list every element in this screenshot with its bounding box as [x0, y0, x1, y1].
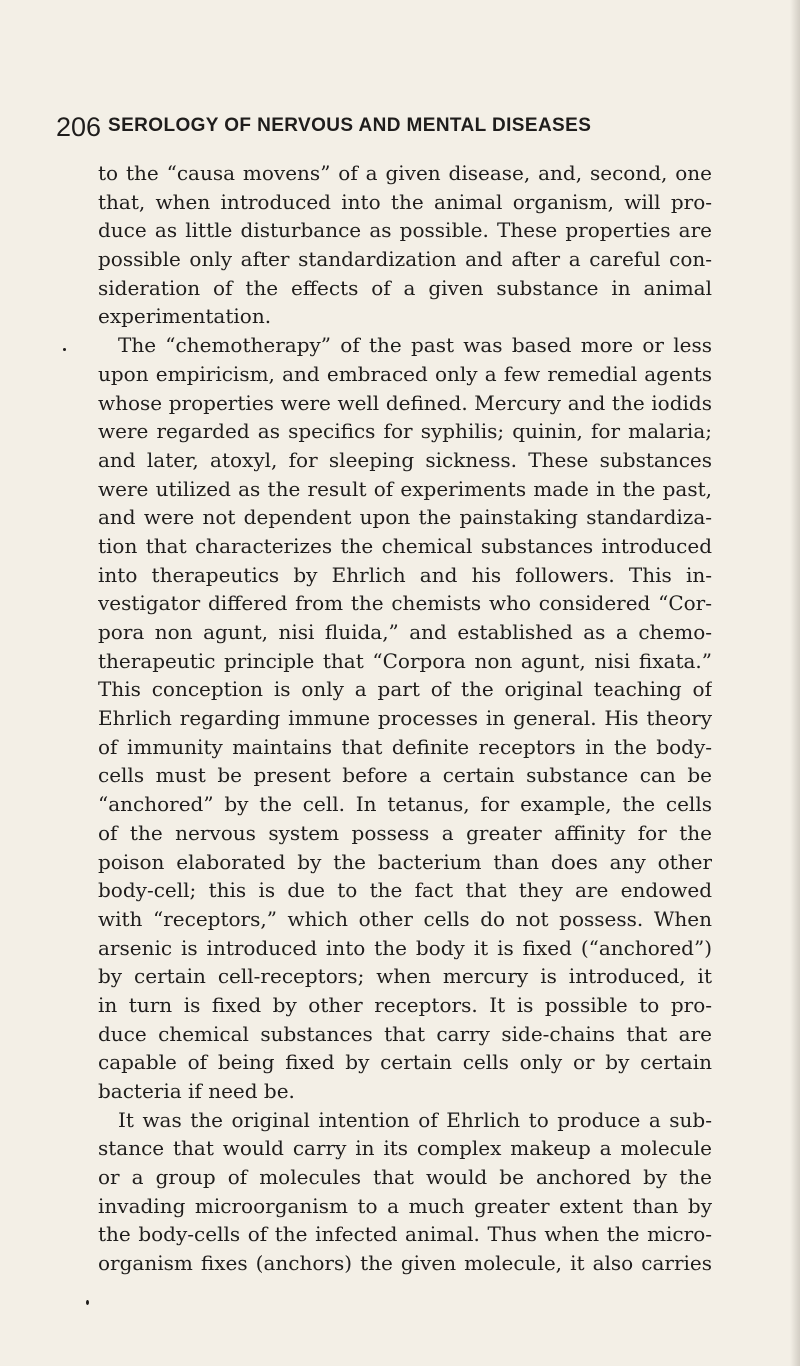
text-line: therapeutic principle that “Corpora non agunt, nisi fixata.” [98, 648, 712, 673]
text-line: sideration of the effects of a given substance in animal [98, 275, 712, 300]
text-line: Ehrlich regarding immune processes in general. His theory [98, 706, 712, 731]
text-line: tion that characterizes the chemical substances introduced [98, 533, 712, 558]
ink-speck [63, 348, 66, 351]
text-line: to the “causa movens” of a given disease, and, second, one [98, 161, 712, 185]
text-line: were utilized as the result of experiments made in the past, [98, 476, 712, 501]
page-header [56, 112, 756, 148]
text-line: in turn is fixed by other receptors. It is possible to pro- [98, 992, 712, 1017]
text-line: were regarded as specifics for syphilis; quinin, for malaria; [98, 419, 712, 444]
text-line: into therapeutics by Ehrlich and his followers. This in- [98, 562, 712, 587]
ink-speck [86, 1300, 89, 1305]
text-line: bacteria if need be. [98, 1079, 295, 1103]
text-line: This conception is only a part of the original teaching of [98, 677, 712, 702]
text-line: cells must be present before a certain substance can be [98, 763, 712, 788]
text-line: organism fixes (anchors) the given molecule, it also carries [98, 1251, 712, 1276]
text-line: upon empiricism, and embraced only a few remedial agents [98, 361, 712, 386]
text-line: by certain cell-receptors; when mercury is introduced, it [98, 964, 712, 989]
text-line: duce chemical substances that carry side-chains that are [98, 1021, 712, 1046]
text-line: of immunity maintains that definite receptors in the body- [98, 734, 712, 759]
text-line: that, when introduced into the animal organism, will pro- [98, 189, 712, 214]
text-line: or a group of molecules that would be anchored by the [98, 1165, 712, 1190]
text-line: poison elaborated by the bacterium than does any other [98, 849, 712, 874]
text-line: capable of being fixed by certain cells only or by certain [98, 1050, 712, 1075]
text-line: stance that would carry in its complex makeup a molecule [98, 1136, 712, 1161]
text-line: invading microorganism to a much greater extent than by [98, 1193, 712, 1218]
paragraph-start: It was the original intention of Ehrlich to produce a sub- [118, 1107, 712, 1132]
text-line: with “receptors,” which other cells do not possess. When [98, 906, 712, 931]
text-line: “anchored” by the cell. In tetanus, for example, the cells [98, 792, 712, 817]
page-number: 206 [56, 112, 102, 142]
page-edge-shadow [790, 0, 800, 1366]
running-head: SEROLOGY OF NERVOUS AND MENTAL DISEASES [108, 115, 592, 136]
text-line: the body-cells of the infected animal. Thus when the micro- [98, 1222, 712, 1247]
text-line: and later, atoxyl, for sleeping sickness. These substances [98, 447, 712, 472]
body-text [98, 159, 712, 1278]
text-line: duce as little disturbance as possible. These properties are [98, 218, 712, 243]
paragraph-start: The “chemotherapy” of the past was based more or less [118, 333, 712, 358]
text-line: whose properties were well defined. Mercury and the iodids [98, 390, 712, 415]
text-line: of the nervous system possess a greater affinity for the [98, 820, 712, 845]
text-line: vestigator differed from the chemists who considered “Cor- [98, 591, 712, 616]
text-line: pora non agunt, nisi fluida,” and established as a chemo- [98, 620, 712, 644]
text-line: and were not dependent upon the painstaking standardiza- [98, 505, 712, 530]
text-line: possible only after standardization and after a careful con- [98, 247, 712, 272]
text-line: body-cell; this is due to the fact that they are endowed [98, 878, 712, 903]
text-line: arsenic is introduced into the body it is fixed (“anchored”) [98, 935, 712, 960]
text-line: experimentation. [98, 304, 272, 329]
